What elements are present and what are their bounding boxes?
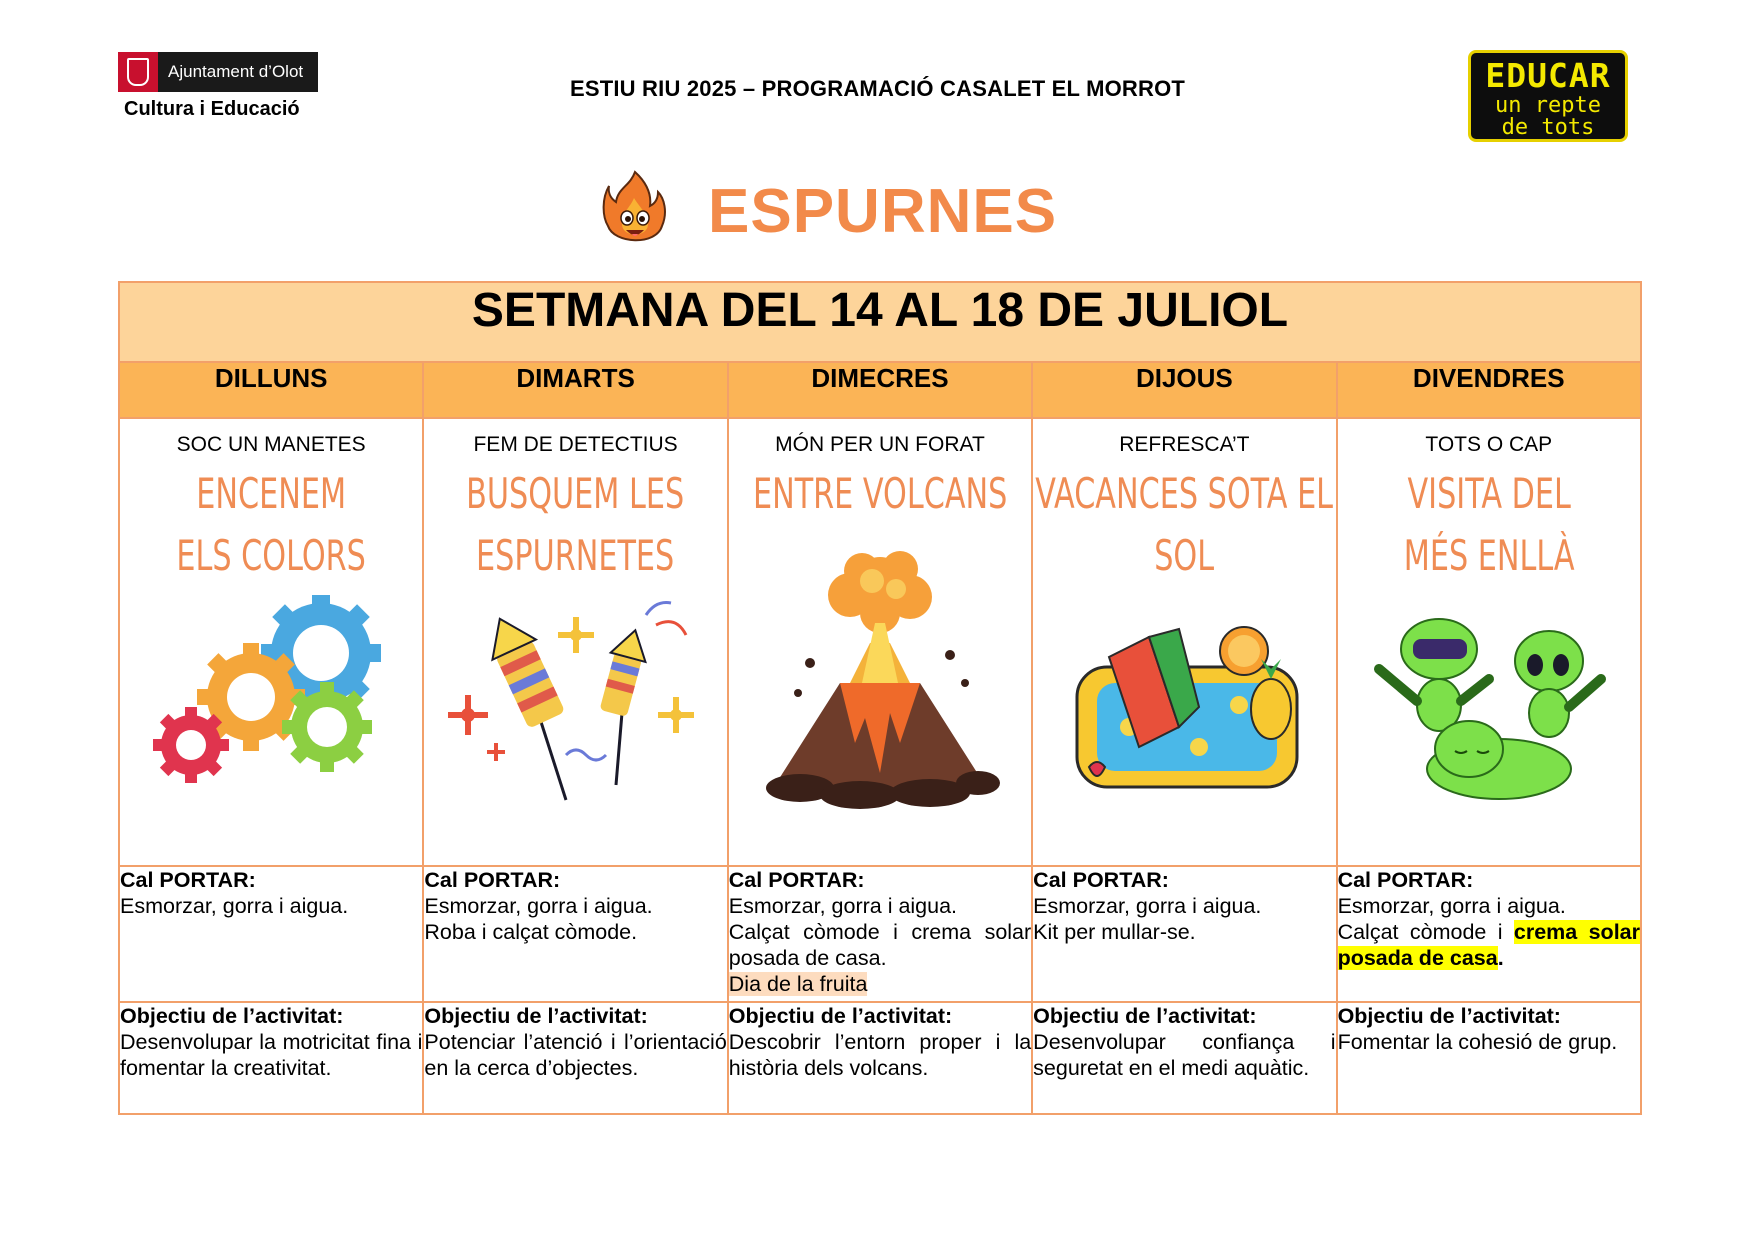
objective-label: Objectiu de l’activitat: — [120, 1004, 344, 1028]
activity-cell-wednesday — [728, 418, 1032, 866]
objective-label: Objectiu de l’activitat: — [424, 1004, 648, 1028]
bring-line: Esmorzar, gorra i aigua. — [1033, 894, 1262, 918]
activity-cell-tuesday — [423, 418, 727, 866]
fruit-day-highlight: Dia de la fruita — [728, 972, 868, 996]
gears-icon — [151, 595, 391, 795]
bring-line: Esmorzar, gorra i aigua. — [120, 894, 349, 918]
objective-cell-thursday — [1032, 1002, 1336, 1114]
educar-logo-line3: de tots — [1501, 115, 1595, 140]
objective-text: Descobrir l’entorn proper i la història dels volcans. — [728, 1030, 1032, 1080]
fireworks-icon — [446, 595, 706, 805]
objective-text: Potenciar l’atenció i l’orientació en la cerca d’objectes. — [424, 1030, 727, 1080]
activity-title-line: ENTRE VOLCANS — [752, 469, 1008, 518]
bring-cell-monday — [119, 866, 423, 1002]
bring-line: Esmorzar, gorra i aigua. — [424, 894, 653, 918]
activity-cell-friday — [1337, 418, 1641, 866]
objective-label: Objectiu de l’activitat: — [728, 1004, 953, 1028]
day-header-wednesday: DIMECRES — [728, 362, 1032, 418]
bring-label: Cal PORTAR: — [1337, 868, 1474, 892]
week-title: SETMANA DEL 14 AL 18 DE JULIOL — [119, 282, 1641, 362]
activity-title — [1337, 463, 1640, 587]
document-title: ESTIU RIU 2025 – PROGRAMACIÓ CASALET EL MORROT — [569, 76, 1186, 101]
logo-bottom-text: Cultura i Educació — [124, 98, 300, 120]
objective-text: Desenvolupar confiança i seguretat en el medi aquàtic. — [1033, 1030, 1336, 1080]
bring-line: Roba i calçat còmode. — [424, 920, 638, 944]
activity-cell-monday — [119, 418, 423, 866]
activity-title-line: ENCENEM — [196, 469, 347, 518]
objective-cell-monday — [119, 1002, 423, 1114]
volcano-icon — [750, 543, 1010, 813]
activity-title-line: ESPURNETES — [476, 531, 675, 580]
bring-label: Cal PORTAR: — [120, 868, 256, 892]
objective-label: Objectiu de l’activitat: — [1337, 1004, 1561, 1028]
activity-cell-thursday — [1032, 418, 1336, 866]
activity-title-line: SOL — [1154, 531, 1215, 580]
bring-cell-wednesday — [728, 866, 1032, 1002]
bring-plain-text: Calçat còmode i — [1337, 920, 1514, 944]
bring-label: Cal PORTAR: — [1033, 868, 1169, 892]
activity-title — [1033, 463, 1336, 587]
bring-line-mixed — [1338, 919, 1640, 971]
bring-label: Cal PORTAR: — [728, 868, 865, 892]
day-header-friday: DIVENDRES — [1337, 362, 1641, 418]
activity-title — [120, 463, 423, 587]
bring-line: Esmorzar, gorra i aigua. — [728, 894, 958, 918]
educar-logo-line2: un repte — [1495, 93, 1601, 118]
weekly-schedule-table — [118, 281, 1642, 1115]
activity-subtitle: TOTS O CAP — [1425, 433, 1553, 456]
logo-top-text: Ajuntament d’Olot — [158, 52, 318, 92]
activity-title-line: BUSQUEM LES — [466, 469, 685, 518]
sunscreen-highlight: crema solar posada de casa — [1337, 920, 1640, 970]
educar-logo-line1: EDUCAR — [1485, 56, 1611, 95]
activity-title — [729, 463, 1032, 525]
activity-subtitle: MÓN PER UN FORAT — [775, 433, 985, 456]
educar-logo — [1468, 50, 1628, 142]
bring-tail-text: . — [1497, 946, 1504, 970]
activity-title-line: VISITA DEL — [1407, 469, 1571, 518]
group-name: ESPURNES — [708, 176, 1058, 246]
bring-line: Calçat còmode i crema solar posada de casa. — [728, 920, 1032, 970]
objective-text: Desenvolupar la motricitat fina i fomentar la creativitat. — [120, 1030, 423, 1080]
objective-cell-friday — [1337, 1002, 1641, 1114]
pool-slide-icon — [1059, 617, 1309, 807]
activity-subtitle: REFRESCA’T — [1119, 433, 1250, 456]
objective-cell-wednesday — [728, 1002, 1032, 1114]
activity-title-line: ELS COLORS — [176, 531, 366, 580]
activity-subtitle: FEM DE DETECTIUS — [473, 433, 678, 456]
bring-label: Cal PORTAR: — [424, 868, 561, 892]
day-header-tuesday: DIMARTS — [423, 362, 727, 418]
flame-mascot-icon — [600, 168, 670, 254]
bring-cell-friday — [1337, 866, 1641, 1002]
bring-line: Esmorzar, gorra i aigua. — [1337, 894, 1566, 918]
objective-cell-tuesday — [423, 1002, 727, 1114]
day-header-thursday: DIJOUS — [1032, 362, 1336, 418]
bring-cell-thursday — [1032, 866, 1336, 1002]
day-header-monday: DILLUNS — [119, 362, 423, 418]
objective-text: Fomentar la cohesió de grup. — [1337, 1030, 1618, 1054]
activity-title-line: VACANCES SOTA EL — [1035, 469, 1334, 518]
activity-title — [424, 463, 727, 587]
objective-label: Objectiu de l’activitat: — [1033, 1004, 1257, 1028]
bring-line: Kit per mullar-se. — [1033, 920, 1196, 944]
activity-title-line: MÉS ENLLÀ — [1403, 531, 1575, 580]
aliens-icon — [1359, 609, 1619, 809]
bring-cell-tuesday — [423, 866, 727, 1002]
group-heading — [600, 168, 1057, 254]
activity-subtitle: SOC UN MANETES — [176, 433, 366, 456]
